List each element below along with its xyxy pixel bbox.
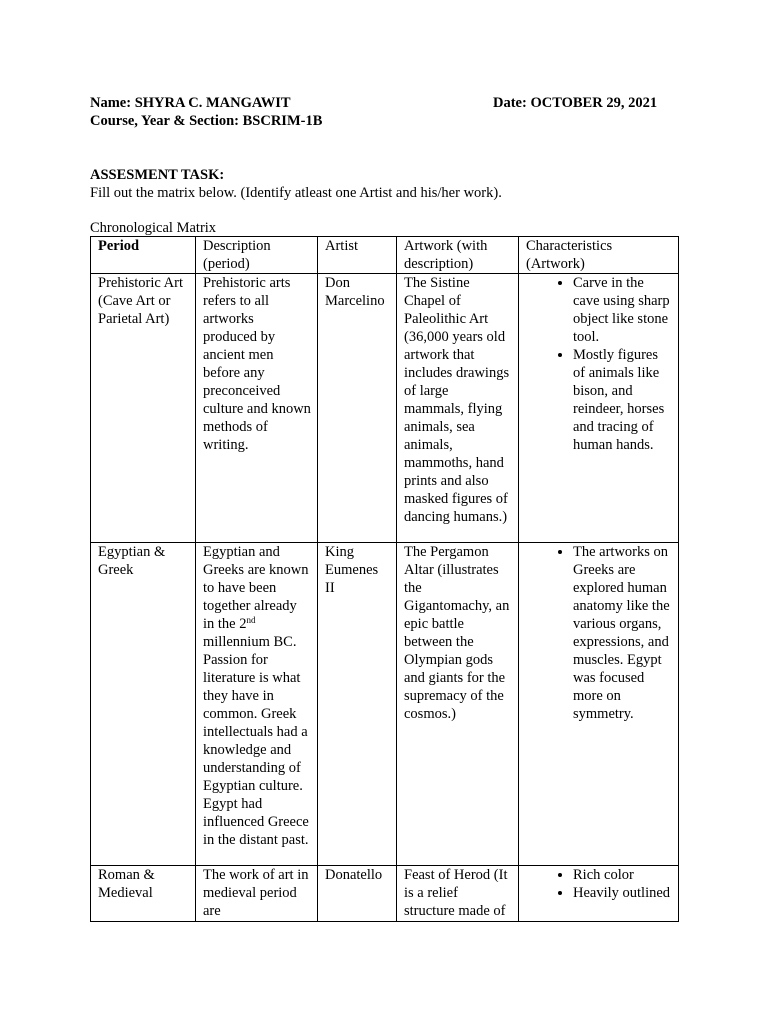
period-cell: Egyptian & Greek <box>91 543 196 866</box>
artist-cell: King Eumenes II <box>318 543 397 866</box>
task-title: ASSESMENT TASK: <box>90 167 225 183</box>
description-cell <box>196 543 318 866</box>
header-artwork: Artwork (with description) <box>397 237 519 274</box>
artwork-cell: The Sistine Chapel of Paleolithic Art (36,000 years old artwork that includes drawings of large mammals, flying animals, sea animals, mammoths, hand prints and also masked figures of dancing humans.) <box>397 274 519 543</box>
chronological-matrix-table <box>90 236 679 922</box>
characteristics-list <box>526 543 672 723</box>
table-header-row <box>91 237 679 274</box>
characteristics-list <box>526 274 672 454</box>
list-item: • The artworks on Greeks are explored human anatomy like the various organs, expressions, and muscles. Egypt was focused more on symmetry. <box>573 543 672 723</box>
characteristics-cell <box>519 543 679 866</box>
submission-date: Date: OCTOBER 29, 2021 <box>493 95 658 111</box>
student-name: Name: SHYRA C. MANGAWIT <box>90 95 291 111</box>
description-cell: The work of art in medieval period are <box>196 866 318 922</box>
description-cell: Prehistoric arts refers to all artworks produced by ancient men before any preconceived culture and known methods of writing. <box>196 274 318 543</box>
ordinal-suffix: nd <box>246 615 256 625</box>
description-text: Egyptian and Greeks are known to have been together already in the 2 <box>203 544 309 632</box>
period-cell: Roman & Medieval <box>91 866 196 922</box>
header-period: Period <box>91 237 196 274</box>
characteristics-cell <box>519 866 679 922</box>
artist-cell: Don Marcelino <box>318 274 397 543</box>
header-description: Description (period) <box>196 237 318 274</box>
characteristics-cell <box>519 274 679 543</box>
characteristics-list <box>526 866 672 902</box>
table-row <box>91 274 679 543</box>
period-cell: Prehistoric Art (Cave Art or Parietal Art) <box>91 274 196 543</box>
list-item: • Mostly figures of animals like bison, and reindeer, horses and tracing of human hands. <box>573 346 672 454</box>
course-section: Course, Year & Section: BSCRIM-1B <box>90 113 323 129</box>
header-artist: Artist <box>318 237 397 274</box>
artwork-cell: The Pergamon Altar (illustrates the Gigantomachy, an epic battle between the Olympian gods and giants for the supremacy of the cosmos.) <box>397 543 519 866</box>
header-characteristics: Characteristics (Artwork) <box>519 237 679 274</box>
task-instruction: Fill out the matrix below. (Identify atleast one Artist and his/her work). <box>90 185 502 201</box>
description-text-cont: millennium BC. Passion for literature is what they have in common. Greek intellectuals had a knowledge and understanding of Egyptian culture. Egypt had influenced Greece in the distant past. <box>203 634 309 848</box>
list-item: • Heavily outlined <box>573 884 672 902</box>
matrix-caption: Chronological Matrix <box>90 220 217 236</box>
table-row <box>91 866 679 922</box>
list-item: • Rich color <box>573 866 672 884</box>
list-item: • Carve in the cave using sharp object like stone tool. <box>573 274 672 346</box>
table-row <box>91 543 679 866</box>
artist-cell: Donatello <box>318 866 397 922</box>
artwork-cell: Feast of Herod (It is a relief structure made of <box>397 866 519 922</box>
